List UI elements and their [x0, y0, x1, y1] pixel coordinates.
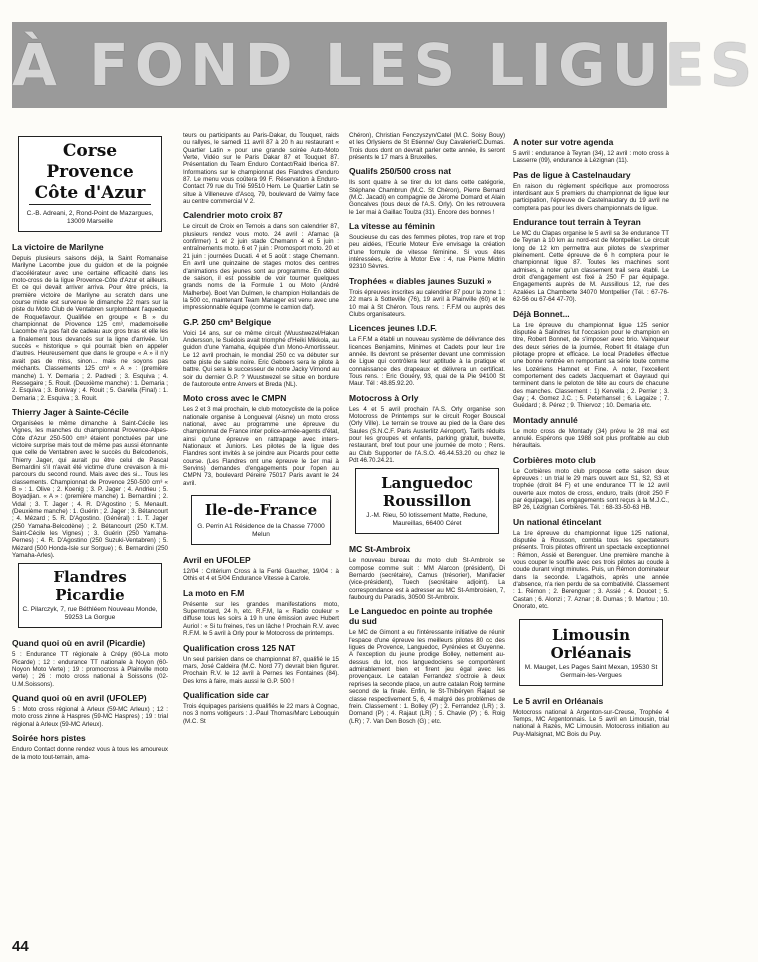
- league-name: Ile-de-France: [204, 501, 318, 520]
- article-paragraph: Un seul parisien dans ce championnat 87, qualifié le 15 mars, José Caldeira (M.C. Nord 77) devrait bien figurer. Prochain R.V. le 12 avril à Pernes les Fontaines (84). Des kms à faire, mais aussi le G.P. 500 !: [183, 655, 339, 685]
- league-name: Languedoc Roussillon: [381, 474, 473, 511]
- section-heading: Qualification side car: [183, 689, 269, 700]
- section-heading: Calendrier moto croix 87: [183, 210, 283, 221]
- article-paragraph: Trois épreuves inscrites au calendrier 87 pour la zone 1 : 22 mars à Sotteville (76), 19 avril à Plainville (60) et le 10 mai à St Chéron. Tous rens. : F.F.M ou auprès des Clubs organisateurs.: [349, 288, 505, 318]
- league-contact-address: C. Pilarczyk, 7, rue Béthléem Nouveau Monde, 59253 La Gorgue: [22, 606, 158, 622]
- article-paragraph: Voici 14 ans, sur ce même circuit (Wuustwezel/Hakan Andersson, le Suédois avait triomphé d'Heiki Mikkola, au guidon d'une Yamaha, équipée d'un Mono-Amortisseur. Le 12 avril prochain, le mondial 250 cc va débuter sur cette piste de sable noire. Eric Geboers sera le pilote à battre. Qui sera le successeur de notre Jacky Vimond au soir du dernier G.P. ? Wuustwezel se situe en bordure de l'autoroute entre Anvers et Breda (NL).: [183, 329, 339, 388]
- league-address-box: [191, 495, 331, 545]
- league-contact-address: J.-M. Rieu, 50 lotissement Matte, Redune, Maureillas, 66400 Céret: [366, 512, 488, 528]
- article-paragraph: Le Corbières moto club propose cette saison deux épreuves : un trial le 29 mars ouvert aux S1, S2, S3 et trophée (droit 84 F) et une endurance TT le 12 avril ouverte aux motos de cross, enduro, trails (droit 250 F par équipage). Les engagements sont reçus à la M.J.C., BP 26, Lézignan Corbières. Tél. : 68-33-50-63 HB.: [513, 467, 669, 512]
- column-2: [183, 132, 339, 727]
- section-heading: Trophées « diables jaunes Suzuki »: [349, 275, 492, 286]
- page-number: 44: [12, 938, 29, 955]
- article-paragraph: Chéron), Christian Fenczyszyn/Catel (M.C. Soisy Bouy) et les Orlysiens de St Etienne/ Guy Cavalerie/C.Dumas. Trois duos dont on devrait parler cette année, ils seront présents le 17 mars à Bruxelles.: [349, 132, 505, 162]
- section-heading: Thierry Jager à Sainte-Cécile: [12, 406, 129, 417]
- article-paragraph: Les 4 et 5 avril prochain l'A.S. Orly organise son Motocross de Printemps sur le circuit Roger Bouscal (Orly Ville). Le terrain se trouve au pied de la Gare des Saules (S.N.C.F. Paris Austerlitz Aéroport). Tarifs réduits pour les groupes et enfants, parking gratuit, buvette, restaurant, bref tout pour une journée de moto ; Rens. au Club Supporter de l'A.S.O. 46.44.53.20 ou chez le Pdt 46.70.24.21.: [349, 405, 505, 464]
- section-heading: Corbières moto club: [513, 454, 596, 465]
- league-address-box: [355, 468, 499, 534]
- section-heading: Montady annulé: [513, 414, 578, 425]
- section-heading: Motocross à Orly: [349, 392, 419, 403]
- section-heading: Pas de ligue à Castelnaudary: [513, 169, 631, 180]
- league-name: Limousin Orléanais: [550, 625, 632, 662]
- section-heading: Déjà Bonnet...: [513, 308, 570, 319]
- section-heading: Endurance tout terrain à Teyran: [513, 217, 641, 228]
- article-paragraph: 5 : Moto cross régional à Arleux (59-MC Arleux) ; 12 : moto cross zinne à Haspres (59-MC Haspres) ; 19 : trial régional à Arleux (59-MC Arleux).: [12, 706, 168, 728]
- section-heading: Licences jeunes I.D.F.: [349, 323, 437, 334]
- article-paragraph: 5 avril : endurance à Teyran (34), 12 avril : moto cross à Lasserre (09), endurance à Lézignan (11).: [513, 150, 669, 165]
- section-heading: Soirée hors pistes: [12, 733, 86, 744]
- section-heading: Avril en UFOLEP: [183, 555, 251, 566]
- article-paragraph: Le MC de Gimont a eu l'intéressante initiative de réunir l'espace d'une épreuve les meilleurs pilotes 80 cc des ligues de Provence, Languedoc, Pyrénées et Guyenne. A l'exception du jeune prodige Bolley, nettement au-dessus du lot, nos languedociens se comportèrent admirablement bien et firent jeu égal avec les provençaux. Le catalan Ferrandez s'octroie à deux reprises la seconde place, un autre catalan Roig termine second de la finale. Enfin, le St-Thibéryen Rajaut se classe respectivement 5, 6, 4 malgré des problèmes de frein. Classement : 1. Bolley (P) ; 2. Ferrandez (LR) ; 3. Dornand (P) ; 4. Rajaut (LR) ; 5. Chavie (P) ; 6. Roig (LR) ; 7. Van Den Bosch (G) ; etc.: [349, 629, 505, 725]
- column-1: [12, 132, 168, 763]
- article-paragraph: Depuis plusieurs saisons déjà, la Saint Romanaise Marilyne Lacombe joue du guidon et de la poignée d'accélérateur avec une certaine efficacité dans les moto-cross de la ligue Provence-Côte d'Azur et ailleurs. Et ce qui devait arriver arriva. Pour être précis, la première victoire de Marilyne au scratch dans une course mixte est survenue le dimanche 22 mars sur la piste du Moto Club de Ventabren surplombant l'aqueduc de Roquefavour. Qualifiée en groupe « B » du championnat de Provence 125 cm³, mademoiselle Lacombe n'a pas fait de cadeau aux gros bras et elle les a finalement tous devancés sur la ligne d'arrivée. Un succès « historique » qui pourrait bien en appeler d'autres. Heureusement que dans le groupe « A » il n'y avait pas de miss, sinon... mais ne soyons pas méchants. Classements 125 cm³ « A » : (première manche) 1. Y. Demaria ; 2. Padredi ; 3. Esquiva ; 4. Ressegaire ; 5. Rouit. (Deuxième manche) : 1. Demaria ; 2. Esquiva ; 3. Bonivay ; 4. Rouit ; 5. Garella (Final) : 1. Demaria ; 2. Esquiva ; 3. Rouit.: [12, 255, 168, 402]
- article-paragraph: Trois équipages parisiens qualifiés le 22 mars à Cognac, nos 3 noms voltigeurs : J.-Paul Thomas/Marc Lebouquin (M.C. St: [183, 702, 339, 725]
- section-heading: Qualification cross 125 NAT: [183, 642, 296, 653]
- section-heading: Le 5 avril en Orléanais: [513, 695, 604, 706]
- league-name: Corse Provence Côte d'Azur: [29, 137, 151, 205]
- league-address-box: [519, 619, 663, 686]
- section-heading: G.P. 250 cm³ Belgique: [183, 316, 272, 327]
- article-paragraph: Ils sont quatre à se tirer du lot dans cette catégorie, Stéphane Chambrun (M.C. St Chéron), Pierre Bernard (M.C. Jacadi) en compagnie de Jérome Domard et Alain Goncalves (tous deux de l'A.S. Orly). On les retrouvera le 1er mai à Gaillac Toulza (31). Encore des bonnes !: [349, 179, 505, 216]
- article-paragraph: La F.F.M a établi un nouveau système de délivrance des licences Benjamins, Minimes et Cadets pour leur 1re année. Ils devront se présenter devant une commission de Ligue qui contrôlera leur aptitude à la pratique et connaissance des drapeaux et délivrera un certificat. Tous rens. : Eric Gouéry, 93, quai de la Pie 94100 St Maur. Tél : 48.85.92.20.: [349, 336, 505, 388]
- article-paragraph: Le nouveau bureau du moto club St-Ambroix se compose comme suit : MM Alarcon (président), Di Bernardo (secrétaire), Camus (trésorier), Manifacier (vice-président), Tuech (secrétaire adjoint). La correspondance est à adresser au MC St-Ambroisien, 7, faubourg du Paradis, 30500 St-Ambroix.: [349, 557, 505, 602]
- article-paragraph: Motocross national à Argenton-sur-Creuse, Trophée 4 Temps, MC Argentonnais. Le 5 avril en Limousin, trial national à Razès, MC Limousin. Motocross initiation au Puy-Malsignat, MC Bois du Puy.: [513, 708, 669, 738]
- league-contact-address: M. Mauget, Les Pages Saint Mexan, 19530 St Germain-les-Vergues: [524, 663, 658, 679]
- page-banner: [12, 22, 758, 108]
- column-3: [349, 132, 505, 727]
- league-address-box: [18, 563, 162, 628]
- banner-title: À FOND LES LIGUES: [12, 31, 758, 99]
- article-paragraph: Les 2 et 3 mai prochain, le club motocycliste de la police nationale organise à Longueval (Aisne) un moto cross national, avec au programme une épreuve du championnat de France inter police-armée-agents d'état, ainsi qu'une épreuve en rattrapage avec inters-Nationaux et Juniors. Les pilotes de la ligue des Flandres sont invités à se joindre aux Picards pour cette course. (Les Flandres ont une épreuve le 1er mai à Servins) demandes d'engagements pour l'open au CMPN 73, boulevard Péreire 75017 Paris avant le 24 avril.: [183, 406, 339, 487]
- league-address-box: [18, 136, 162, 232]
- article-paragraph: Présente sur les grandes manifestations moto, Supermotard, 24 h, etc. R.F.M, la « Radio couleur » diffuse tous les soirs à 19 h une émission avec Hubert Auriol : « Si tu freines, t'es un lâche ! Prochain R.V. avec R.F.M. le 5 avril à Orly pour le Motocross de printemps.: [183, 600, 339, 638]
- section-heading: A noter sur votre agenda: [513, 137, 614, 147]
- article-paragraph: Enduro Contact donne rendez vous à tous les amoureux de la moto tout-terrain, ama-: [12, 746, 168, 761]
- article-paragraph: En raison du règlement spécifique aux promocross interdisant aux 5 premiers du championnat de ligue leur participation, l'épreuve de Castelnaudary du 19 avril ne comptera pas pour les divers championnats de ligue.: [513, 182, 669, 212]
- section-heading: Quand quoi où en avril (Picardie): [12, 638, 146, 649]
- article-paragraph: teurs ou participants au Paris-Dakar, du Touquet, raids ou rallyes, le samedi 11 avril 87 à 20 h au restaurant « Quartier Latin » pour une grande soirée Auto-Moto Verte, Vidéo sur le Paris Dakar 87 et Touquet 87. Présentation du Team Enduro Contact/Raid Iberica 87. Informations sur le championnat des Flandres d'enduro 87. Le menu vous coûtera 99 F. Réservation à Enduro-Contact 79 rue du Trié 59510 Hem. Le Quartier Latin se situe à Villeneuve d'Ascq, 79, boulevard de Valmy face au centre commercial V 2.: [183, 132, 339, 206]
- section-heading: Qualifs 250/500 cross nat: [349, 166, 452, 177]
- section-heading: La vitesse au féminin: [349, 221, 435, 232]
- section-heading: Moto cross avec le CMPN: [183, 393, 287, 404]
- section-heading: La victoire de Marilyne: [12, 242, 104, 252]
- league-name: Flandres Picardie: [53, 568, 127, 605]
- section-heading: Un national étincelant: [513, 516, 602, 527]
- article-paragraph: La 1re épreuve du championnat ligue 125 national, disputée à Rousson, combla tous les spectateurs présents. Trois pilotes offrirent un spectacle exceptionnel : Rémon, Assié et Berenguer. Une première manche à vous couper le souffle avec ces trois pilotes au coude à coude durant vingt minutes. Puis, un Rémon dominateur dans la seconde. L'agathois, après une année d'absence, n'a rien perdu de sa combativité. Classement : 1. Rémon ; 2. Berenguer ; 3. Assié ; 4. Doucet ; 5. Castan ; 6. Alonzi ; 7. Aznar ; 8. Dumas ; 9. Martou ; 10. Onorato, etc.: [513, 529, 669, 611]
- article-paragraph: Le circuit de Croix en Ternois a dans son calendrier 87, plusieurs rendez vous moto. 24 avril : Afamac (à confirmer) 1 et 2 juin stade Chemann 4 et 5 juin : entraînements moto. 6 et 7 juin : Promosport moto. 20 et 21 juin : journées Ducati. 4 et 5 août : stage Chemann. En avril une quinzaine de stages motos des centres d'animations des jeunes sont au programme. En début de saison, il est possible de voir tourner quelques grands noms de la Formule 1 ou Moto (André Malherbe). Boet Van Dulmen, le champion Hollandais de la 500 cc, maintenant Team Manager est venu avec une impressionnable équipe (comme le camion daf).: [183, 223, 339, 312]
- article-paragraph: Soucieuse du cas des femmes pilotes, trop rare et trop peu aidées, l'Ecurie Moteur Eve envisage la création d'une formule de vitesse féminine. Si vous êtes intéressées, écrire à Motor Eve : 4, rue Pierre Midrin 92310 Sèvres.: [349, 234, 505, 271]
- section-heading: MC St-Ambroix: [349, 544, 411, 555]
- article-paragraph: Le moto cross de Montady (34) prévu le 28 mai est annulé. Espérons que 1988 soit plus profitable au club héraultais.: [513, 427, 669, 450]
- article-paragraph: La 1re épreuve du championnat ligue 125 senior disputée à Salindres fut l'occasion pour le champion en titre, Robert Bonnet, de s'imposer avec brio. Vainqueur des deux séries de la journée, Robert fit étalage d'un pilotage propre et efficace. Le local Pradelles effectue une bonne rentrée en remportant sa série toute comme les Lozériens Hamnet et Fine. A noter, l'excellent comportement des cadets Jacquemart et Gayraud qui terminent dans le peloton de tête au cours de chacune des manches. Classement : 1) Kervella ; 2. Perrier ; 3. Gay ; 4. Gomez J.C. ; 5. Peterhansel ; 6. Lagaize ; 7. Guédard ; 8. Pérez ; 9. Thiervoz ; 10. Demaria etc.: [513, 321, 669, 410]
- section-heading: La moto en F.M: [183, 587, 245, 598]
- section-heading: Le Languedoc en pointe au trophée du sud: [349, 606, 493, 627]
- article-paragraph: 5 : Endurance TT régionale à Crépy (60-La moto Picarde) ; 12 : endurance TT nationale à Noyon (60-Noyon Moto Verte) ; 19 : promocross à Plainville moto verte) ; 26 : moto cross national à Soissons (02-U.M.Soissons).: [12, 651, 168, 688]
- article-paragraph: Organisées le même dimanche à Saint-Cécile les Vignes, les manches du championnat Provence-Alpes-Côte d'Azur 250-500 cm³ étaient ponctuées par une victoire surprise mais tout de même pas aussi étonnante que celle de Ventabren avec le succès du Belcodenois, Thierry Jager, qui aurait pu être celui de Pascal Bernardini s'il n'avait été victime d'une crevaison à mi-parcours du second round. Mais avec des si... Tous les classements. Championnat de Provence 250-500 cm³ « B » : 1. Olive ; 2. Koenig ; 3. P. Jager ; 4. Andrieu ; 5. Boyadjian. « A » : (première manche) 1. Bernardini ; 2. Vidal ; 3. T. Jager ; 4. R. D'Agostino ; 5. Menault. (Deuxième manche) : 1. Guérin ; 2. Jager ; 3. Bétancourt ; 4. Mézard ; 5. R. D'Agostino. (Général) : 1. T. Jager (250 Yamaha-Belcodène) ; 2. Bétancourt (250 K.T.M. Saint-Cécile les Vignes) ; 3. Guérin (250 Yamaha-Pernes) ; 4. R. D'Agostino (250 Suzuki-Ventabren) ; 5. Mézard (500 Honda-Isle sur Sorgue) ; 6. Bernardini (250 Yamaha-Arles).: [12, 419, 168, 560]
- article-paragraph: Le MC du Clapas organise le 5 avril sa 3e endurance TT de Teyran à 10 km au nord-est de Montpellier. Le circuit long de 12 km permettra aux pilotes de s'exprimer pleinement. Cette épreuve de 6 h comptera pour le championnat ligue 87. Toutes les machines sont admises, à noter qu'un classement trail sera établi. Le droit d'engagement est fixé à 250 F par équipage. Engagements auprès de M. Aussillous 12, rue des Azalées La Chamberte 34070 Montpellier (Tél. : 67-76-62-56 ou 67-64 47-70).: [513, 230, 669, 304]
- league-contact-address: C.-B. Adreani, 2, Rond-Point de Mazargues, 13009 Marseille: [26, 210, 154, 225]
- column-4: [513, 132, 669, 740]
- section-heading: Quand quoi où en avril (UFOLEP): [12, 693, 147, 704]
- article-paragraph: 12/04 : Critérium Cross à la Ferté Gaucher, 19/04 : à Othis et 4 et 5/04 Endurance Vitesse à Carole.: [183, 568, 339, 583]
- league-contact-address: G. Perrin A1 Résidence de la Chasse 77000 Melun: [197, 523, 325, 539]
